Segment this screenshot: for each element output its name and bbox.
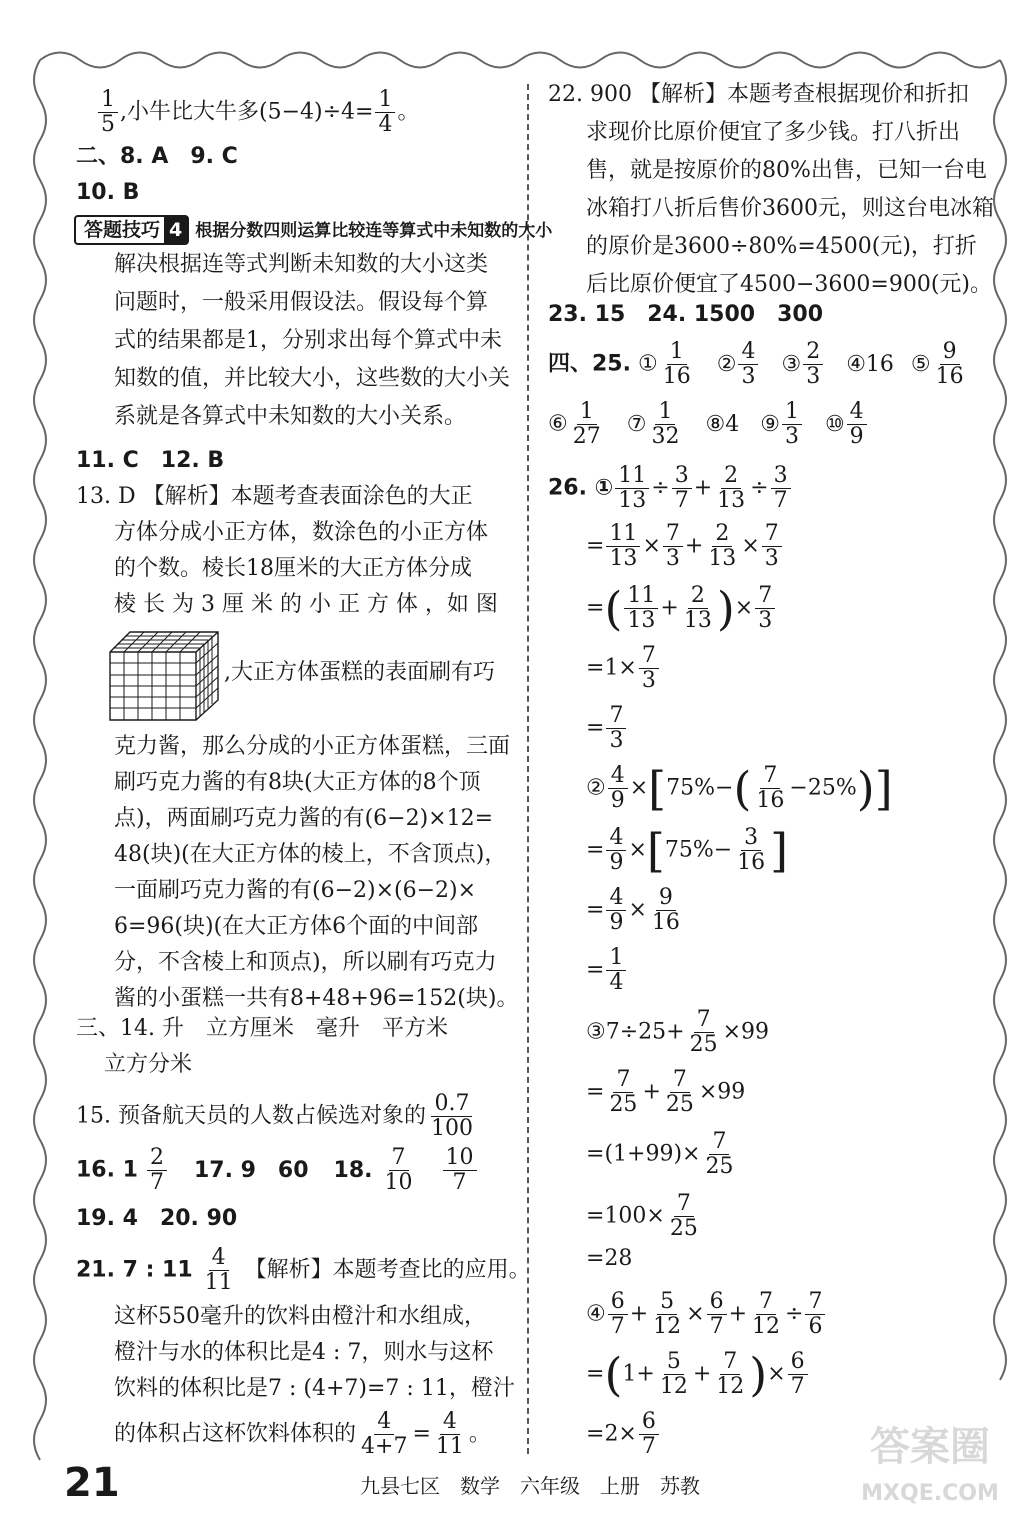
fraction: $\frac{9}{16}$ bbox=[935, 339, 964, 389]
answer-19-20: 19. 4 20. 90 bbox=[76, 1206, 238, 1231]
fraction: $\frac{4}{9}$ bbox=[847, 400, 867, 449]
answer-25-row2: ⑥ $\frac{1}{27}$ ⑦ $\frac{1}{32}$ ⑧4 ⑨ $\frac{1}{3}$ ⑩ $\frac{4}{9}$ bbox=[548, 400, 869, 449]
fraction: $\frac{2}{13}$ bbox=[683, 583, 712, 633]
q13-line: 点)，两面刷巧克力酱的有(6−2)×12= bbox=[114, 806, 494, 831]
fraction: $\frac{1}{32}$ bbox=[651, 399, 680, 449]
fraction: $\frac{1}{5}$ bbox=[98, 88, 118, 137]
answer-11-12: 11. C 12. B bbox=[76, 448, 225, 473]
fraction: $\frac{6}{7}$ bbox=[608, 1290, 628, 1339]
q13-line: 酱的小蛋糕一共有8+48+96=152(块)。 bbox=[114, 986, 519, 1011]
fraction: $\frac{1}{4}$ bbox=[375, 88, 395, 137]
tip-number: 4 bbox=[164, 217, 187, 243]
fraction: $\frac{1}{16}$ bbox=[662, 339, 691, 389]
fraction: $\frac{4}{9}$ bbox=[608, 764, 628, 813]
fraction: $\frac{9}{16}$ bbox=[651, 885, 680, 935]
fraction: $\frac{7}{3}$ bbox=[606, 704, 626, 753]
text: 。 bbox=[397, 99, 420, 125]
q26-1-step1: 26. ① $\frac{11}{13}$ ÷ $\frac{3}{7}$ + $\frac{2}{13}$ ÷ $\frac{3}{7}$ bbox=[548, 464, 793, 513]
tip-line: 系就是各算式中未知数的大小关系。 bbox=[114, 404, 467, 429]
cube-figure bbox=[108, 630, 220, 722]
answer-8-9: 二、8. A 9. C bbox=[76, 144, 238, 169]
q26-1-step2: = $\frac{11}{13}$ × $\frac{7}{3}$ + $\frac{2}{13}$ × $\frac{7}{3}$ bbox=[586, 522, 784, 571]
answer-14: 三、14. 升 立方厘米 毫升 平方米 bbox=[76, 1016, 448, 1041]
fraction: $\frac{7}{25}$ bbox=[705, 1129, 734, 1179]
fraction: $\frac{3}{7}$ bbox=[771, 464, 791, 513]
q26-3-step3: =(1+99)× $\frac{7}{25}$ bbox=[586, 1130, 738, 1179]
fraction: $\frac{4}{11}$ bbox=[204, 1245, 233, 1295]
fraction: $\frac{0.7}{100}$ bbox=[430, 1091, 473, 1141]
tip-line: 解决根据连等式判断未知数的大小这类 bbox=[114, 252, 489, 277]
q21-line: 橙汁与水的体积比是4 : 7，则水与这杯 bbox=[114, 1340, 494, 1365]
q26-2-step1: ② $\frac{4}{9}$ ×[75%−( $\frac{7}{16}$ −25%)] bbox=[586, 761, 893, 816]
fraction: $\frac{7}{6}$ bbox=[805, 1290, 825, 1339]
watermark-logo bbox=[850, 1400, 1010, 1520]
fraction: $\frac{11}{13}$ bbox=[615, 464, 649, 513]
fraction: $\frac{7}{10}$ bbox=[384, 1145, 413, 1195]
fraction: $\frac{7}{12}$ bbox=[716, 1349, 745, 1399]
tip-label: 答题技巧 4 bbox=[74, 215, 189, 245]
fraction: $\frac{4}{11}$ bbox=[435, 1409, 464, 1459]
q26-4-step3: =2× $\frac{6}{7}$ bbox=[586, 1410, 661, 1459]
tip-line: 式的结果都是1，分别求出每个算式中未 bbox=[114, 328, 502, 353]
page-number: 21 bbox=[64, 1460, 120, 1506]
answer-21: 21. 7 : 11 $\frac{4}{11}$ 【解析】本题考查比的应用。 bbox=[76, 1245, 531, 1295]
fraction: $\frac{7}{25}$ bbox=[609, 1067, 638, 1117]
fraction: $\frac{4}{9}$ bbox=[606, 826, 626, 875]
fraction: $\frac{7}{3}$ bbox=[762, 522, 782, 571]
fraction: $\frac{6}{7}$ bbox=[707, 1290, 727, 1339]
text: ,小牛比大牛多(5−4)÷4= bbox=[120, 99, 374, 125]
fraction: $\frac{10}{7}$ bbox=[443, 1146, 477, 1195]
fraction: $\frac{3}{7}$ bbox=[672, 464, 692, 513]
fraction: $\frac{2}{13}$ bbox=[708, 521, 737, 571]
answer-23-24: 23. 15 24. 1500 300 bbox=[548, 302, 824, 327]
q22-line: 22. 900 【解析】本题考查根据现价和折扣 bbox=[548, 82, 969, 107]
line-ox bbox=[96, 88, 419, 137]
watermark-url: MXQE.COM bbox=[861, 1481, 999, 1506]
q26-1-step4: =1× $\frac{7}{3}$ bbox=[586, 644, 661, 693]
q13-line: 刷巧克力酱的有8块(大正方体的8个顶 bbox=[114, 770, 481, 795]
q13-line: 棱 长 为 3 厘 米 的 小 正 方 体 ，如 图 bbox=[114, 592, 498, 617]
answer-25-row1: 四、25. ① $\frac{1}{16}$ ② $\frac{4}{3}$ ③ $\frac{2}{3}$ ④16 ⑤ $\frac{9}{16}$ bbox=[548, 340, 969, 389]
fraction: $\frac{6}{7}$ bbox=[788, 1350, 808, 1399]
q13-line: ,大正方体蛋糕的表面刷有巧 bbox=[224, 660, 495, 685]
fraction: $\frac{4}{4+7}$ bbox=[361, 1409, 408, 1459]
footer-info: 九县七区 数学 六年级 上册 苏教 bbox=[360, 1474, 700, 1498]
q22-line: 求现价比原价便宜了多少钱。打八折出 bbox=[586, 120, 961, 145]
q22-line: 的原价是3600÷80%=4500(元)，打折 bbox=[586, 234, 977, 259]
answer-16-18: 16. 1 $\frac{2}{7}$ 17. 9 60 18. $\frac{7}{10}$ $\frac{10}{7}$ bbox=[76, 1146, 479, 1195]
q26-3-step5: =28 bbox=[586, 1246, 633, 1271]
fraction: $\frac{2}{7}$ bbox=[147, 1146, 167, 1195]
q21-line: 饮料的体积比是7 : (4+7)=7 : 11，橙汁 bbox=[114, 1376, 515, 1401]
frame-top bbox=[40, 53, 1000, 68]
q22-line: 冰箱打八折后售价3600元，则这台电冰箱 bbox=[586, 196, 994, 221]
fraction: $\frac{7}{25}$ bbox=[665, 1067, 694, 1117]
q13-line: 的个数。棱长18厘米的大正方体分成 bbox=[114, 556, 472, 581]
q26-3-step1: ③7÷25+ $\frac{7}{25}$ ×99 bbox=[586, 1007, 770, 1057]
fraction: $\frac{6}{7}$ bbox=[639, 1410, 659, 1459]
answer-14b: 立方分米 bbox=[104, 1052, 193, 1077]
q26-2-step4: = $\frac{1}{4}$ bbox=[586, 946, 628, 995]
fraction: $\frac{1}{3}$ bbox=[782, 400, 802, 449]
fraction: $\frac{4}{3}$ bbox=[738, 340, 758, 389]
fraction: $\frac{11}{13}$ bbox=[624, 584, 658, 633]
tip-title: 根据分数四则运算比较连等算式中未知数的大小 bbox=[195, 221, 553, 241]
tip-line: 知数的值，并比较大小，这些数的大小关 bbox=[114, 366, 511, 391]
fraction: $\frac{2}{3}$ bbox=[803, 340, 823, 389]
q22-line: 售，就是按原价的80%出售，已知一台电 bbox=[586, 158, 987, 183]
frame-left bbox=[34, 60, 46, 1460]
q26-2-step3: = $\frac{4}{9}$ × $\frac{9}{16}$ bbox=[586, 886, 685, 935]
fraction: $\frac{7}{16}$ bbox=[756, 763, 785, 813]
frame-right bbox=[994, 60, 1006, 1380]
answer-15: 15. 预备航天员的人数占候选对象的 $\frac{0.7}{100}$ bbox=[76, 1092, 478, 1141]
q26-4-step2: =(1+ $\frac{5}{12}$ + $\frac{7}{12}$ )× $\frac{6}{7}$ bbox=[586, 1350, 810, 1399]
fraction: $\frac{7}{3}$ bbox=[639, 644, 659, 693]
fraction: $\frac{7}{25}$ bbox=[689, 1007, 718, 1057]
tip-header bbox=[74, 215, 552, 246]
q13-line: 48(块)(在大正方体的棱上，不含顶点)， bbox=[114, 842, 507, 867]
fraction: $\frac{5}{12}$ bbox=[653, 1289, 682, 1339]
fraction: $\frac{7}{25}$ bbox=[669, 1191, 698, 1241]
q21-line: 的体积占这杯饮料体积的 $\frac{4}{4+7}$ = $\frac{4}{11}$ 。 bbox=[114, 1409, 491, 1459]
fraction: $\frac{3}{16}$ bbox=[737, 825, 766, 875]
q22-line: 后比原价便宜了4500−3600=900(元)。 bbox=[586, 272, 993, 297]
answer-10: 10. B bbox=[76, 180, 140, 205]
fraction: $\frac{11}{13}$ bbox=[606, 522, 640, 571]
fraction: $\frac{7}{3}$ bbox=[663, 522, 683, 571]
fraction: $\frac{7}{12}$ bbox=[752, 1289, 781, 1339]
q26-3-step2: = $\frac{7}{25}$ + $\frac{7}{25}$ ×99 bbox=[586, 1067, 746, 1117]
fraction: $\frac{2}{13}$ bbox=[717, 463, 746, 513]
q13-line: 分，不含棱上和顶点)，所以刷有巧克力 bbox=[114, 950, 497, 975]
fraction: $\frac{7}{3}$ bbox=[755, 584, 775, 633]
q13-line: 克力酱，那么分成的小正方体蛋糕，三面 bbox=[114, 734, 511, 759]
q26-1-step3: =( $\frac{11}{13}$ + $\frac{2}{13}$ )× $\frac{7}{3}$ bbox=[586, 584, 777, 633]
q13-line: 一面刷巧克力酱的有(6−2)×(6−2)× bbox=[114, 878, 477, 903]
q21-line: 这杯550毫升的饮料由橙汁和水组成， bbox=[114, 1304, 486, 1329]
tip-line: 问题时，一般采用假设法。假设每个算 bbox=[114, 290, 489, 315]
fraction: $\frac{1}{27}$ bbox=[572, 399, 601, 449]
fraction: $\frac{5}{12}$ bbox=[659, 1349, 688, 1399]
q13-line: 方体分成小正方体，数涂色的小正方体 bbox=[114, 520, 489, 545]
q26-2-step2: = $\frac{4}{9}$ ×[75%− $\frac{3}{16}$ ] bbox=[586, 823, 789, 878]
watermark-title: 答案圈 bbox=[870, 1424, 990, 1470]
q13-line: 6=96(块)(在大正方体6个面的中间部 bbox=[114, 914, 479, 939]
fraction: $\frac{1}{4}$ bbox=[606, 946, 626, 995]
q26-4-step1: ④ $\frac{6}{7}$ + $\frac{5}{12}$ × $\frac{6}{7}$ + $\frac{7}{12}$ ÷ $\frac{7}{6}$ bbox=[586, 1290, 827, 1339]
q13-line: 13. D 【解析】本题考查表面涂色的大正 bbox=[76, 484, 473, 509]
q26-3-step4: =100× $\frac{7}{25}$ bbox=[586, 1192, 703, 1241]
fraction: $\frac{4}{9}$ bbox=[606, 886, 626, 935]
q26-1-step5: = $\frac{7}{3}$ bbox=[586, 704, 628, 753]
